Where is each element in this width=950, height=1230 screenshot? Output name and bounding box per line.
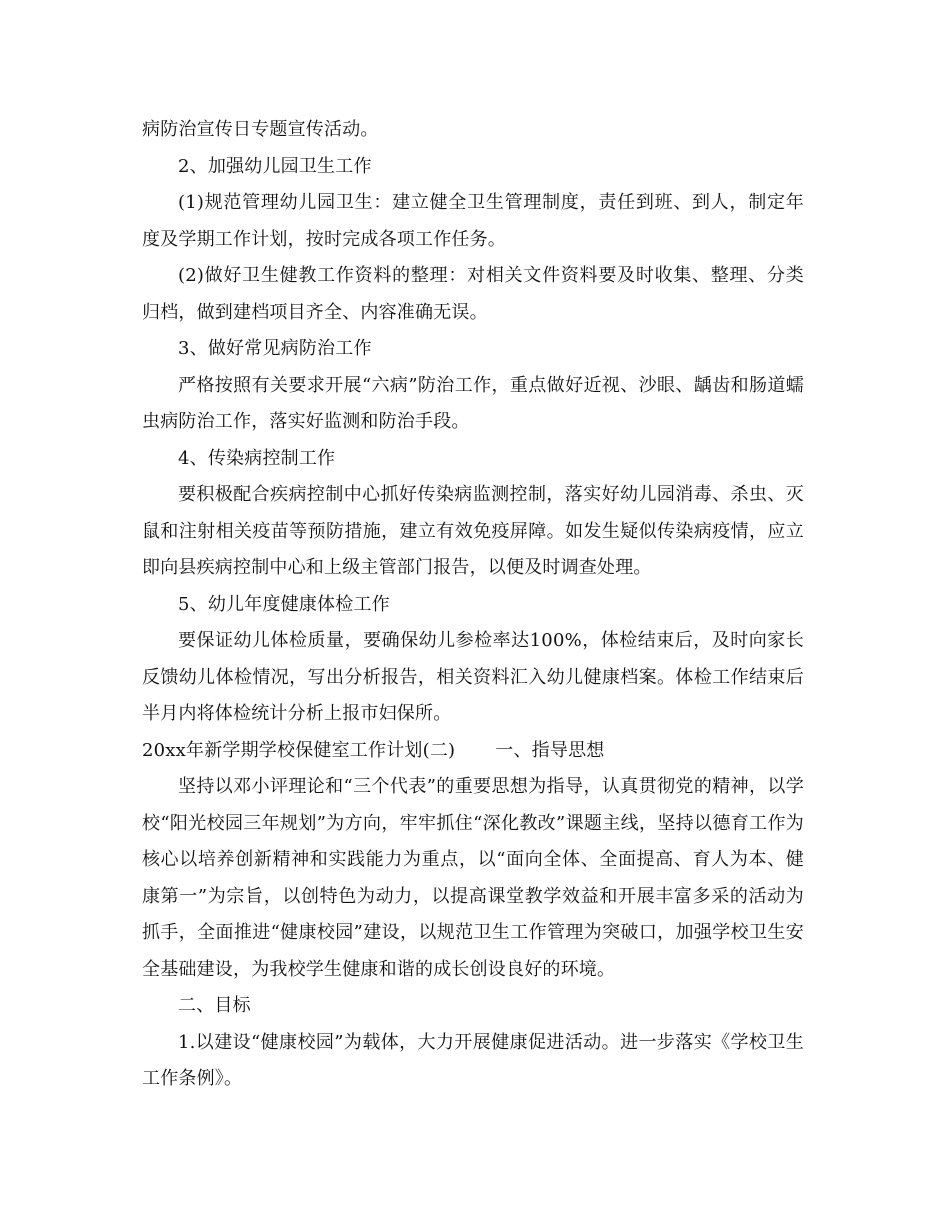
section-heading: 二、目标: [178, 995, 251, 1016]
section-title-line: [142, 733, 804, 770]
paragraph: 1.以建设“健康校园”为载体，大力开展健康促进活动。进一步落实《学校卫生工作条例》。: [142, 1031, 804, 1089]
section-heading: 4、传染病控制工作: [178, 447, 336, 469]
section-title: 20xx年新学期学校保健室工作计划(二): [142, 739, 456, 761]
section-subtitle: 一、指导思想: [495, 739, 605, 761]
paragraph: (1)规范管理幼儿园卫生：建立健全卫生管理制度，责任到班、到人，制定年度及学期工作计划，按时完成各项工作任务。: [142, 192, 804, 250]
section-heading: 3、做好常见病防治工作: [178, 338, 372, 359]
paragraph: 要保证幼儿体检质量，要确保幼儿参检率达100%，体检结束后，及时向家长反馈幼儿体检情况，写出分析报告，相关资料汇入幼儿健康档案。体检工作结束后半月内将体检统计分析上报市妇保所。: [142, 630, 804, 724]
paragraph: (2)做好卫生健教工作资料的整理：对相关文件资料要及时收集、整理、分类归档，做到建档项目齐全、内容准确无误。: [142, 265, 804, 323]
paragraph: 要积极配合疾病控制中心抓好传染病监测控制，落实好幼儿园消毒、杀虫、灭鼠和注射相关疫苗等预防措施，建立有效免疫屏障。如发生疑似传染病疫情，应立即向县疾病控制中心和上级主管部门报告，以便及时调查处理。: [142, 484, 804, 578]
section-heading: 2、加强幼儿园卫生工作: [178, 155, 372, 177]
paragraph: 坚持以邓小评理论和“三个代表”的重要思想为指导，认真贯彻党的精神，以学校“阳光校园三年规划”为方向，牢牢抓住“深化教改”课题主线，坚持以德育工作为核心以培养创新精神和实践能力为重点，以“面向全体、全面提高、育人为本、健康第一”为宗旨，以创特色为动力，以提高课堂教学效益和开展丰富多采的活动为抓手，全面推进“健康校园”建设，以规范卫生工作管理为突破口，加强学校卫生安全基础建设，为我校学生健康和谐的成长创设良好的环境。: [142, 776, 804, 980]
section-heading: 5、幼儿年度健康体检工作: [178, 593, 390, 615]
paragraph: 严格按照有关要求开展“六病”防治工作，重点做好近视、沙眼、龋齿和肠道蠕虫病防治工作，落实好监测和防治手段。: [142, 374, 804, 432]
document-body: [142, 112, 804, 1098]
paragraph: 病防治宣传日专题宣传活动。: [142, 119, 379, 140]
